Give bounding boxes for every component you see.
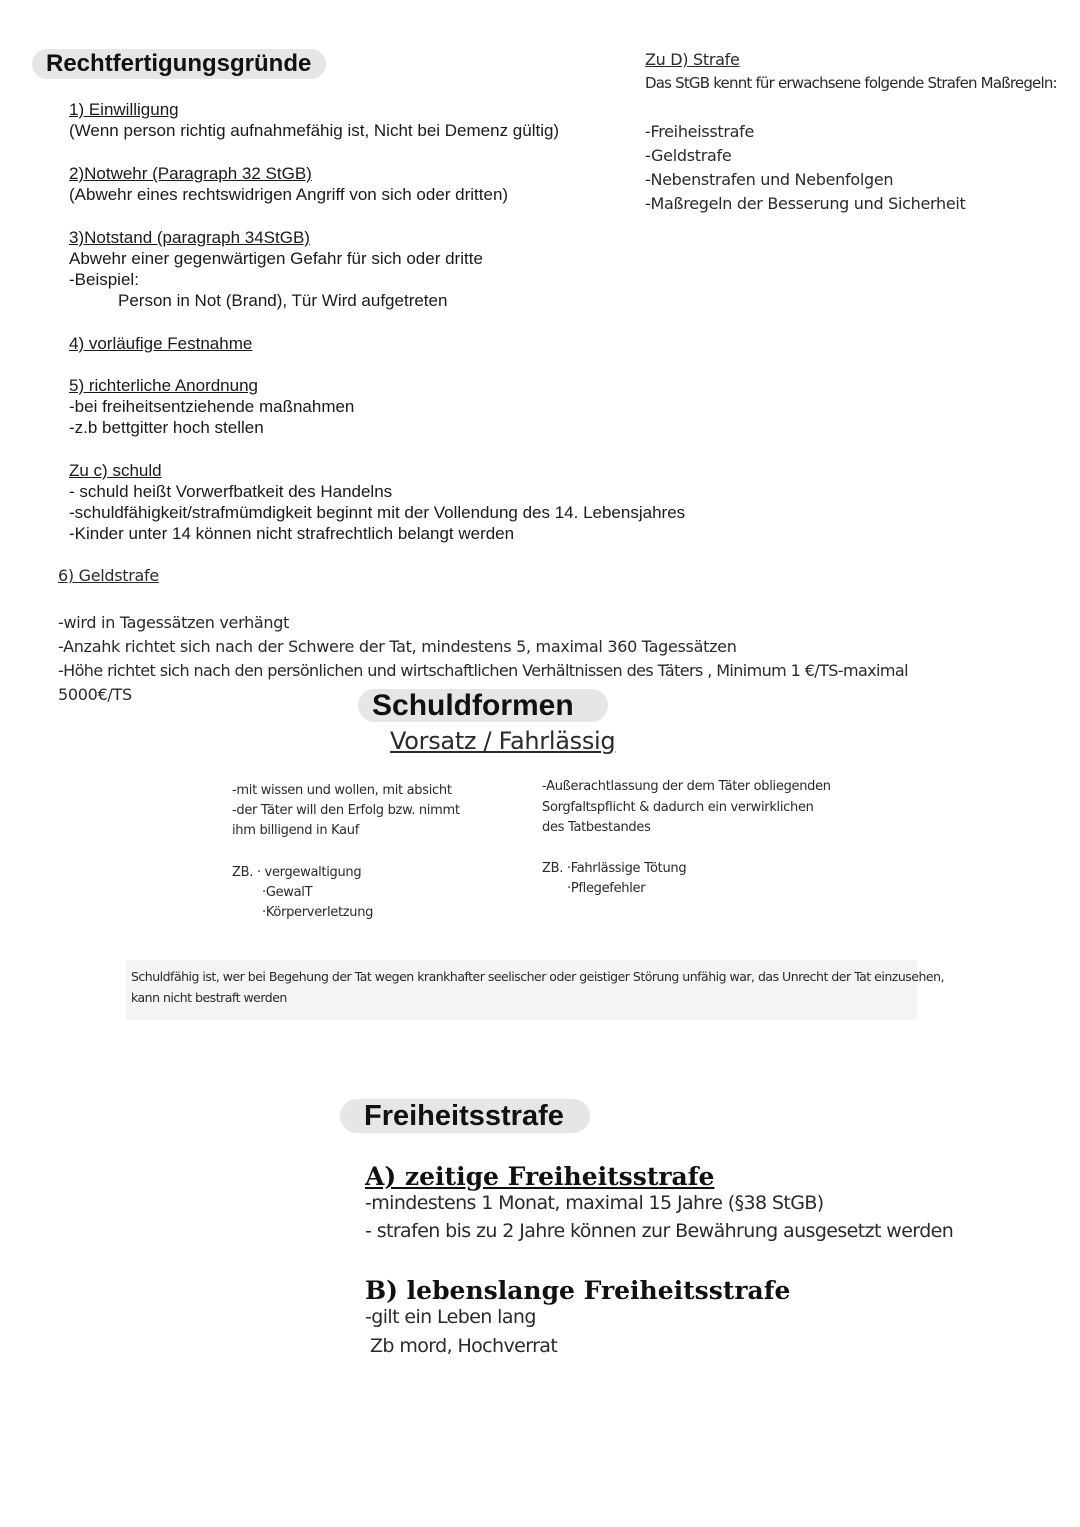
vorsatz-line-1: -mit wissen und wollen, mit absicht [232, 783, 452, 798]
anordnung-heading: 5) richterliche Anordnung [69, 376, 259, 395]
vorsatz-line-2: -der Täter will den Erfolg bzw. nimmt [232, 803, 460, 818]
einwilligung-text: (Wenn person richtig aufnahmefähig ist, Nicht bei Demenz gültig) [69, 121, 560, 140]
notstand-heading: 3)Notstand (paragraph 34StGB) [69, 228, 310, 247]
strafe-item-3: -Nebenstrafen und Nebenfolgen [645, 170, 894, 189]
fahrlaessig-line-1: -Außerachtlassung der dem Täter obliegenden [542, 779, 831, 794]
lebenslange-heading: B) lebenslange Freiheitsstrafe [365, 1276, 791, 1305]
note-line-1: Schuldfähig ist, wer bei Begehung der Tat wegen krankhafter seelischer oder geistiger Störung unfähig war, das Unrecht der Tat einzusehen, [131, 969, 944, 984]
vorsatz-example-2: ·GewalT [262, 885, 313, 900]
schuld-text-3: -Kinder unter 14 können nicht strafrechtlich belangt werden [69, 524, 515, 543]
anordnung-text-1: -bei freiheitsentziehende maßnahmen [69, 397, 355, 416]
schuld-heading: Zu c) schuld [69, 461, 162, 480]
zeitige-line-2: - strafen bis zu 2 Jahre können zur Bewährung ausgesetzt werden [365, 1220, 954, 1242]
strafe-heading: Zu D) Strafe [645, 50, 740, 69]
notstand-text-1: Abwehr einer gegenwärtigen Gefahr für sich oder dritte [69, 249, 483, 268]
einwilligung-heading: 1) Einwilligung [69, 100, 179, 119]
schuld-text-2: -schuldfähigkeit/strafmümdigkeit beginnt mit der Vollendung des 14. Lebensjahres [69, 503, 686, 522]
geldstrafe-line-1: -wird in Tagessätzen verhängt [58, 613, 290, 632]
strafe-item-1: -Freiheisstrafe [645, 122, 755, 141]
festnahme-heading: 4) vorläufige Festnahme [69, 334, 253, 353]
notwehr-heading: 2)Notwehr (Paragraph 32 StGB) [69, 164, 312, 183]
lebenslange-line-1: -gilt ein Leben lang [365, 1306, 536, 1328]
anordnung-text-2: -z.b bettgitter hoch stellen [69, 418, 264, 437]
geldstrafe-line-2: -Anzahk richtet sich nach der Schwere der Tat, mindestens 5, maximal 360 Tagessätzen [58, 637, 737, 656]
vorsatz-example-1: ZB. · vergewaltigung [232, 865, 362, 880]
schuldfaehig-note [126, 960, 944, 1020]
notwehr-text: (Abwehr eines rechtswidrigen Angriff von sich oder dritten) [69, 185, 509, 204]
fahrlaessig-line-3: des Tatbestandes [542, 820, 651, 835]
geldstrafe-line-4: 5000€/TS [58, 685, 132, 704]
lebenslange-line-2: Zb mord, Hochverrat [370, 1335, 558, 1357]
schuldformen-title: Schuldformen [358, 689, 608, 722]
vorsatz-example-3: ·Körperverletzung [262, 905, 374, 920]
strafe-intro: Das StGB kennt für erwachsene folgende Strafen Maßregeln: [645, 74, 1057, 92]
fahrlaessig-example-2: ·Pflegefehler [567, 881, 646, 896]
schuldformen-subtitle: Vorsatz / Fahrlässig [390, 727, 616, 755]
geldstrafe-line-3: -Höhe richtet sich nach den persönlichen und wirtschaftlichen Verhältnissen des Täters , Minimum 1 €/TS-maximal [58, 661, 908, 680]
note-line-2: kann nicht bestraft werden [131, 990, 287, 1005]
notstand-text-2: -Beispiel: [69, 270, 139, 289]
zeitige-heading: A) zeitige Freiheitsstrafe [365, 1162, 715, 1191]
schuld-text-1: - schuld heißt Vorwerfbatkeit des Handelns [69, 482, 393, 501]
strafe-item-2: -Geldstrafe [645, 146, 732, 165]
strafe-item-4: -Maßregeln der Besserung und Sicherheit [645, 194, 966, 213]
notstand-text-3: Person in Not (Brand), Tür Wird aufgetreten [118, 291, 448, 310]
fahrlaessig-example-1: ZB. ·Fahrlässige Tötung [542, 861, 687, 876]
fahrlaessig-line-2: Sorgfaltspflicht & dadurch ein verwirklichen [542, 800, 814, 815]
geldstrafe-heading: 6) Geldstrafe [58, 566, 159, 585]
zeitige-line-1: -mindestens 1 Monat, maximal 15 Jahre (§38 StGB) [365, 1192, 824, 1214]
freiheitsstrafe-title: Freiheitsstrafe [340, 1099, 590, 1133]
rechtfertigung-title: Rechtfertigungsgründe [32, 49, 326, 79]
vorsatz-line-3: ihm billigend in Kauf [232, 823, 359, 838]
